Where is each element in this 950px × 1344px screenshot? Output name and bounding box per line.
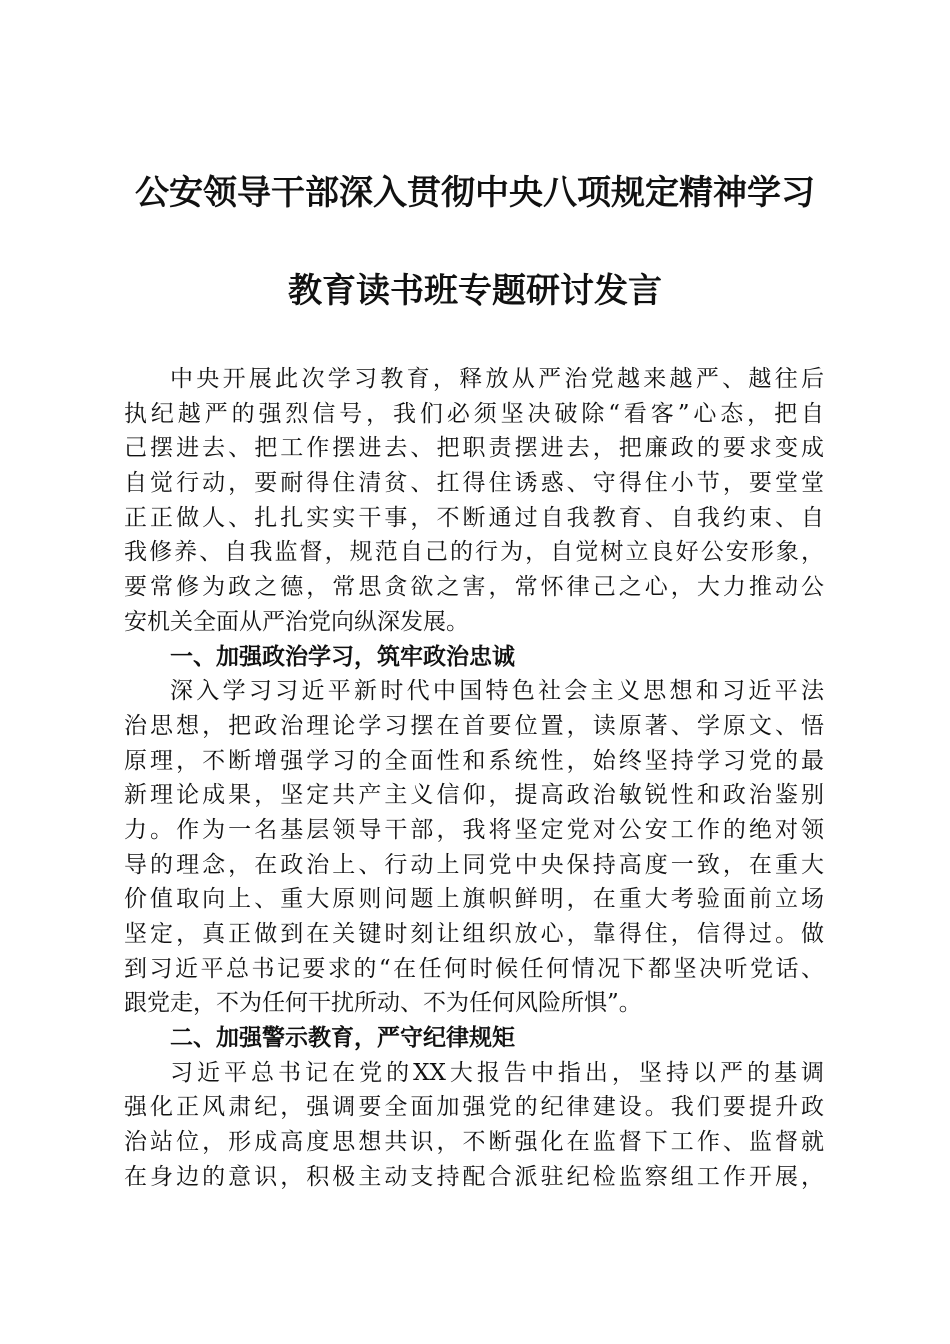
body-line: 自觉行动，要耐得住清贫、扛得住诱惑、守得住小节，要堂堂 bbox=[124, 470, 824, 497]
body-line: 要常修为政之德，常思贪欲之害，常怀律己之心，大力推动公 bbox=[124, 574, 824, 601]
body-line: 到习近平总书记要求的“在任何时候任何情况下都坚决听党话、 bbox=[124, 955, 824, 982]
body-line: 中央开展此次学习教育，释放从严治党越来越严、越往后 bbox=[170, 366, 824, 392]
body-line: 治站位，形成高度思想共识，不断强化在监督下工作、监督就 bbox=[124, 1129, 824, 1156]
body-line: 坚定，真正做到在关键时刻让组织放心，靠得住，信得过。做 bbox=[124, 921, 824, 947]
document-title-line-2: 教育读书班专题研讨发言 bbox=[288, 271, 662, 311]
body-line: 正正做人、扎扎实实干事，不断通过自我教育、自我约束、自 bbox=[124, 504, 824, 531]
body-line: 新理论成果，坚定共产主义信仰，提高政治敏锐性和政治鉴别 bbox=[124, 782, 824, 809]
body-line: 治思想，把政治理论学习摆在首要位置，读原著、学原文、悟 bbox=[124, 712, 824, 739]
body-line: 导的理念，在政治上、行动上同党中央保持高度一致，在重大 bbox=[124, 851, 824, 878]
body-line: 习近平总书记在党的XX大报告中指出，坚持以严的基调 bbox=[170, 1059, 824, 1086]
document-body bbox=[124, 362, 824, 1195]
body-line: 在身边的意识，积极主动支持配合派驻纪检监察组工作开展， bbox=[124, 1163, 824, 1190]
body-line: 力。作为一名基层领导干部，我将坚定党对公安工作的绝对领 bbox=[124, 816, 824, 843]
body-line: 深入学习习近平新时代中国特色社会主义思想和习近平法 bbox=[170, 678, 824, 705]
body-line: 原理，不断增强学习的全面性和系统性，始终坚持学习党的最 bbox=[124, 747, 824, 774]
body-line: 我修养、自我监督，规范自己的行为，自觉树立良好公安形象， bbox=[124, 539, 824, 566]
body-line: 己摆进去、把工作摆进去、把职责摆进去，把廉政的要求变成 bbox=[124, 435, 824, 462]
section-heading-1: 一、加强政治学习，筑牢政治忠诚 bbox=[170, 643, 515, 670]
body-line: 强化正风肃纪，强调要全面加强党的纪律建设。我们要提升政 bbox=[124, 1094, 824, 1121]
document-title-line-1: 公安领导干部深入贯彻中央八项规定精神学习 bbox=[135, 173, 815, 213]
body-line: 跟党走，不为任何干扰所动、不为任何风险所惧”。 bbox=[124, 990, 642, 1017]
section-heading-2: 二、加强警示教育，严守纪律规矩 bbox=[170, 1025, 515, 1052]
body-line: 价值取向上、重大原则问题上旗帜鲜明，在重大考验面前立场 bbox=[124, 886, 824, 913]
body-line: 执纪越严的强烈信号，我们必须坚决破除“看客”心态，把自 bbox=[124, 400, 824, 427]
body-line: 安机关全面从严治党向纵深发展。 bbox=[124, 608, 469, 635]
